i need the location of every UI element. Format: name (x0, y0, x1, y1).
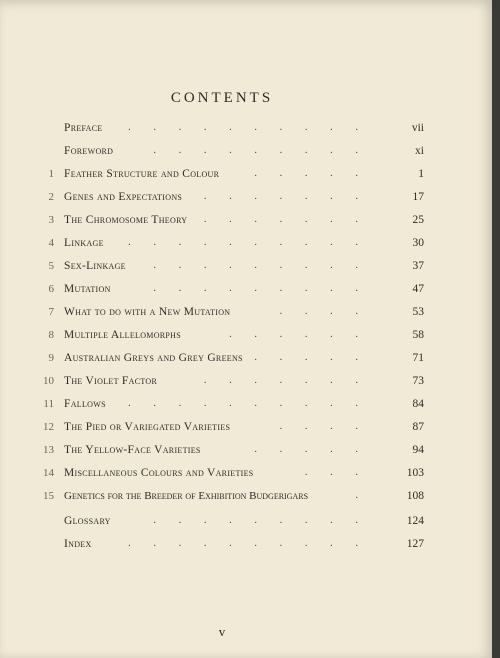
entry-title: The Violet Factor (64, 375, 158, 387)
toc-entry-chapter-11 (0, 398, 492, 418)
page-number: xi (415, 145, 424, 157)
entry-title: Feather Structure and Colour (64, 168, 220, 180)
leader-dots: . (355, 490, 368, 501)
leader-dots: . . . (304, 467, 368, 478)
chapter-number: 9 (48, 352, 54, 364)
entry-title: Fallows (64, 398, 106, 410)
toc-entry-chapter-7 (0, 306, 492, 326)
chapter-number: 6 (48, 283, 54, 295)
page-number: vii (411, 122, 424, 134)
leader-dots: . . . . . . . . . (153, 145, 368, 156)
page-folio: v (218, 624, 226, 639)
chapter-number: 1 (48, 168, 54, 180)
toc-entry-glossary (0, 515, 492, 535)
toc-entry-chapter-14 (0, 467, 492, 487)
leader-dots: . . . . . (254, 352, 368, 363)
page-number: 94 (412, 444, 424, 456)
page-number: 25 (412, 214, 424, 226)
toc-entry-chapter-4 (0, 237, 492, 257)
leader-dots: . . . . . . . (203, 214, 368, 225)
page-number: 103 (406, 467, 424, 479)
entry-title: Australian Greys and Grey Greens (64, 352, 243, 364)
leader-dots: . . . . . (254, 168, 368, 179)
toc-entry-chapter-15 (0, 490, 492, 510)
toc-entry-chapter-8 (0, 329, 492, 349)
page-number: 47 (412, 283, 424, 295)
entry-title: The Pied or Variegated Varieties (64, 421, 231, 433)
contents-title: CONTENTS (170, 90, 274, 106)
chapter-number: 15 (43, 490, 54, 502)
chapter-number: 12 (43, 421, 54, 433)
entry-title: Preface (64, 122, 103, 134)
leader-dots: . . . . . . . . . . (128, 237, 368, 248)
leader-dots: . . . . . . . . . . (128, 538, 368, 549)
chapter-number: 2 (48, 191, 54, 203)
page-number: 1 (418, 168, 424, 180)
page-number: 73 (412, 375, 424, 387)
toc-entry-chapter-5 (0, 260, 492, 280)
leader-dots: . . . . (279, 306, 368, 317)
leader-dots: . . . . . . . (203, 375, 368, 386)
page-number: 127 (406, 538, 424, 550)
toc-entry-index (0, 538, 492, 558)
toc-entry-chapter-9 (0, 352, 492, 372)
page-number: 71 (412, 352, 424, 364)
page-number: 53 (412, 306, 424, 318)
chapter-number: 5 (48, 260, 54, 272)
leader-dots: . . . . . . (229, 329, 368, 340)
page-number: 58 (412, 329, 424, 341)
toc-entry-chapter-2 (0, 191, 492, 211)
toc-entry-foreword (0, 145, 492, 165)
entry-title: The Chromosome Theory (64, 214, 188, 226)
toc-entry-chapter-10 (0, 375, 492, 395)
page-number: 84 (412, 398, 424, 410)
chapter-number: 8 (48, 329, 54, 341)
chapter-number: 10 (43, 375, 54, 387)
leader-dots: . . . . . . . . . . (128, 398, 368, 409)
entry-title: Miscellaneous Colours and Varieties (64, 467, 254, 479)
leader-dots: . . . . (279, 421, 368, 432)
entry-title: Mutation (64, 283, 111, 295)
page-number: 108 (406, 490, 424, 502)
page-number: 37 (412, 260, 424, 272)
page-number: 17 (412, 191, 424, 203)
chapter-number: 3 (48, 214, 54, 226)
chapter-number: 4 (48, 237, 54, 249)
page-number: 30 (412, 237, 424, 249)
chapter-number: 13 (43, 444, 54, 456)
entry-title: Index (64, 538, 92, 550)
entry-title: Linkage (64, 237, 104, 249)
toc-entry-chapter-6 (0, 283, 492, 303)
leader-dots: . . . . . . . . . (153, 260, 368, 271)
entry-title: Genetics for the Breeder of Exhibition Budgerigars (64, 490, 309, 502)
toc-entry-chapter-12 (0, 421, 492, 441)
leader-dots: . . . . . . . (203, 191, 368, 202)
toc-entry-chapter-1 (0, 168, 492, 188)
entry-title: Multiple Allelomorphs (64, 329, 182, 341)
toc-entry-chapter-13 (0, 444, 492, 464)
page-number: 87 (412, 421, 424, 433)
entry-title: What to do with a New Mutation (64, 306, 231, 318)
page-number: 124 (406, 515, 424, 527)
toc-entry-preface (0, 122, 492, 142)
entry-title: The Yellow-Face Varieties (64, 444, 201, 456)
toc-entry-chapter-3 (0, 214, 492, 234)
entry-title: Foreword (64, 145, 114, 157)
chapter-number: 11 (43, 398, 54, 410)
entry-title: Sex-Linkage (64, 260, 126, 272)
chapter-number: 14 (43, 467, 54, 479)
chapter-number: 7 (48, 306, 54, 318)
leader-dots: . . . . . . . . . (153, 283, 368, 294)
leader-dots: . . . . . (254, 444, 368, 455)
leader-dots: . . . . . . . . . . (128, 122, 368, 133)
entry-title: Genes and Expectations (64, 191, 183, 203)
entry-title: Glossary (64, 515, 111, 527)
leader-dots: . . . . . . . . . (153, 515, 368, 526)
